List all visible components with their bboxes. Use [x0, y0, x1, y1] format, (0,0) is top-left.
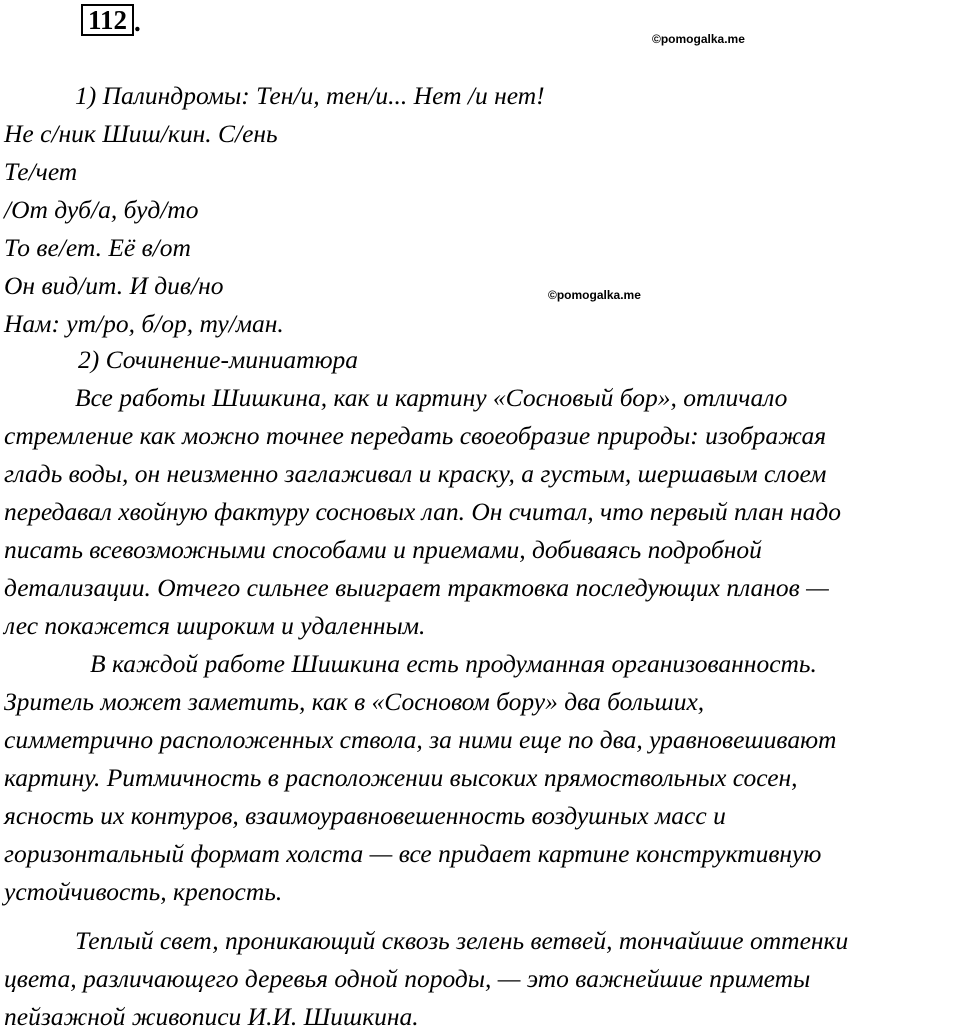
essay-line: писать всевозможными способами и приемами, добиваясь подробной	[4, 535, 762, 564]
essay-line: стремление как можно точнее передать своеобразие природы: изображая	[4, 421, 827, 450]
essay-line: лес покажется широким и удаленным.	[4, 611, 426, 640]
essay-line: Все работы Шишкина, как и картину «Сосновый бор», отличало	[75, 383, 788, 412]
poem-line: Нам: ут/ро, б/ор, ту/ман.	[4, 309, 284, 338]
essay-line: детализации. Отчего сильнее выиграет трактовка последующих планов —	[4, 573, 829, 602]
essay-line: цвета, различающего деревья одной породы, — это важнейшие приметы	[4, 964, 811, 993]
watermark-top: ©pomogalka.me	[652, 32, 745, 46]
essay-line: устойчивость, крепость.	[4, 877, 283, 906]
poem-line: Не с/ник Шиш/кин. С/ень	[4, 119, 278, 148]
poem-line: То ве/ет. Её в/от	[4, 233, 191, 262]
essay-line: Зритель может заметить, как в «Сосновом бору» два больших,	[4, 687, 705, 716]
essay-line: горизонтальный формат холста — все придает картине конструктивную	[4, 839, 822, 868]
essay-line: ясность их контуров, взаимоуравновешенность воздушных масс и	[4, 801, 726, 830]
essay-line: Теплый свет, проникающий сквозь зелень ветвей, тончайшие оттенки	[75, 926, 849, 955]
essay-line: симметрично расположенных ствола, за ними еще по два, уравновешивают	[4, 725, 837, 754]
essay-line: В каждой работе Шишкина есть продуманная организованность.	[90, 649, 817, 678]
essay-line: передавал хвойную фактуру сосновых лап. Он считал, что первый план надо	[4, 497, 842, 526]
palindromes-title: 1) Палиндромы: Тен/и, тен/и... Нет /и нет!	[75, 81, 545, 110]
essay-line: пейзажной живописи И.И. Шишкина.	[4, 1002, 419, 1031]
task-number-box: 112	[81, 4, 134, 36]
essay-title: 2) Сочинение-миниатюра	[78, 345, 359, 374]
poem-line: Он вид/ит. И див/но	[4, 271, 224, 300]
task-number	[81, 4, 141, 36]
poem-line: Те/чет	[4, 157, 78, 186]
watermark-middle: ©pomogalka.me	[548, 288, 641, 302]
task-number-dot: .	[134, 7, 141, 37]
essay-line: гладь воды, он неизменно заглаживал и краску, а густым, шершавым слоем	[4, 459, 827, 488]
poem-line: /От дуб/а, буд/то	[4, 195, 199, 224]
essay-line: картину. Ритмичность в расположении высоких прямоствольных сосен,	[4, 763, 798, 792]
